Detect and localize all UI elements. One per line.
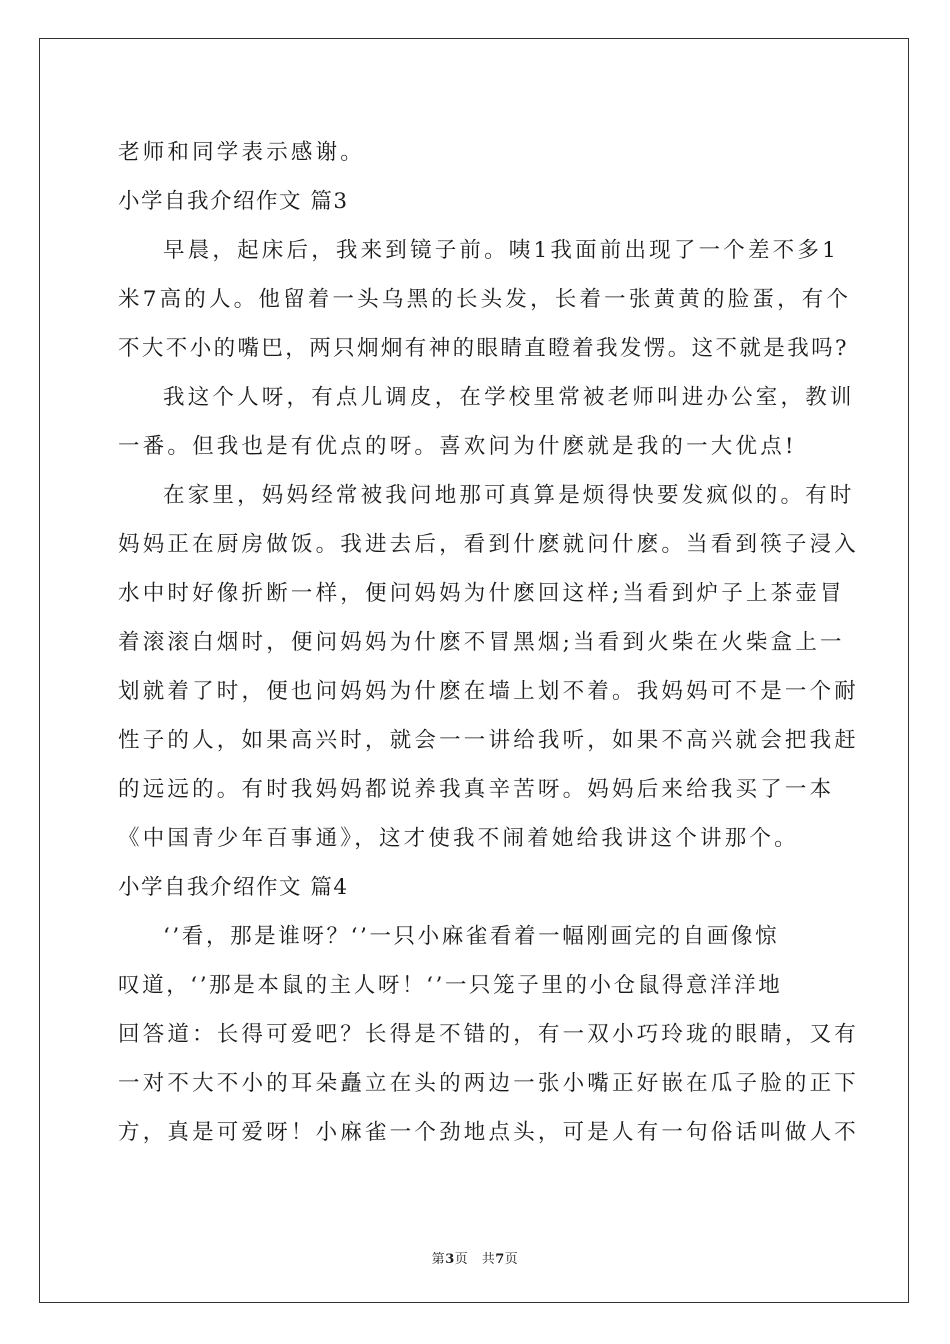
text-line: 我这个人呀，有点儿调皮，在学校里常被老师叫进办公室，教训 bbox=[163, 385, 855, 410]
footer-suffix: 页 bbox=[504, 1252, 519, 1267]
text-line: 叹道，‘’那是本鼠的主人呀！‘’一只笼子里的小仓鼠得意洋洋地 bbox=[118, 973, 783, 998]
text-line: 老师和同学表示感谢。 bbox=[118, 140, 366, 165]
text-line: 一对不大不小的耳朵矗立在头的两边一张小嘴正好嵌在瓜子脸的正下 bbox=[118, 1071, 860, 1096]
footer-prefix: 第 bbox=[431, 1252, 446, 1267]
text-line: 划就着了时，便也问妈妈为什麽在墙上划不着。我妈妈可不是一个耐 bbox=[118, 679, 860, 704]
text-line: 着滚滚白烟时，便问妈妈为什麽不冒黑烟;当看到火柴在火柴盒上一 bbox=[118, 630, 845, 655]
document-body bbox=[118, 128, 860, 1157]
text-line: 《中国青少年百事通》，这才使我不闹着她给我讲这个讲那个。 bbox=[118, 826, 799, 851]
section-heading: 小学自我介绍作文 篇3 bbox=[118, 189, 349, 214]
text-line: 早晨，起床后，我来到镜子前。咦1我面前出现了一个差不多1 bbox=[163, 238, 839, 263]
section-heading: 小学自我介绍作文 篇4 bbox=[118, 875, 349, 900]
text-line: 回答道：长得可爱吧？长得是不错的，有一双小巧玲珑的眼睛，又有 bbox=[118, 1022, 860, 1047]
text-line: 米7高的人。他留着一头乌黑的长头发，长着一张黄黄的脸蛋，有个 bbox=[118, 287, 852, 312]
text-line: ‘’看，那是谁呀？‘’一只小麻雀看着一幅刚画完的自画像惊 bbox=[163, 924, 780, 949]
text-line: 在家里，妈妈经常被我问地那可真算是烦得快要发疯似的。有时 bbox=[163, 483, 855, 508]
footer-total-pages: 7 bbox=[495, 1252, 505, 1267]
text-line: 妈妈正在厨房做饭。我进去后，看到什麽就问什麽。当看到筷子浸入 bbox=[118, 532, 860, 557]
text-line: 的远远的。有时我妈妈都说养我真辛苦呀。妈妈后来给我买了一本 bbox=[118, 777, 835, 802]
page-footer bbox=[0, 1248, 950, 1267]
text-line: 方，真是可爱呀！小麻雀一个劲地点头，可是人有一句俗话叫做人不 bbox=[118, 1120, 860, 1145]
text-line: 不大不小的嘴巴，两只炯炯有神的眼睛直瞪着我发愣。这不就是我吗? bbox=[118, 336, 849, 361]
text-line: 性子的人，如果高兴时，就会一一讲给我听，如果不高兴就会把我赶 bbox=[118, 728, 860, 753]
footer-middle: 页 共 bbox=[454, 1252, 496, 1267]
footer-page-number: 3 bbox=[445, 1252, 455, 1267]
text-line: 水中时好像折断一样，便问妈妈为什麽回这样;当看到炉子上茶壶冒 bbox=[118, 581, 845, 606]
text-line: 一番。但我也是有优点的呀。喜欢问为什麽就是我的一大优点! bbox=[118, 434, 797, 459]
